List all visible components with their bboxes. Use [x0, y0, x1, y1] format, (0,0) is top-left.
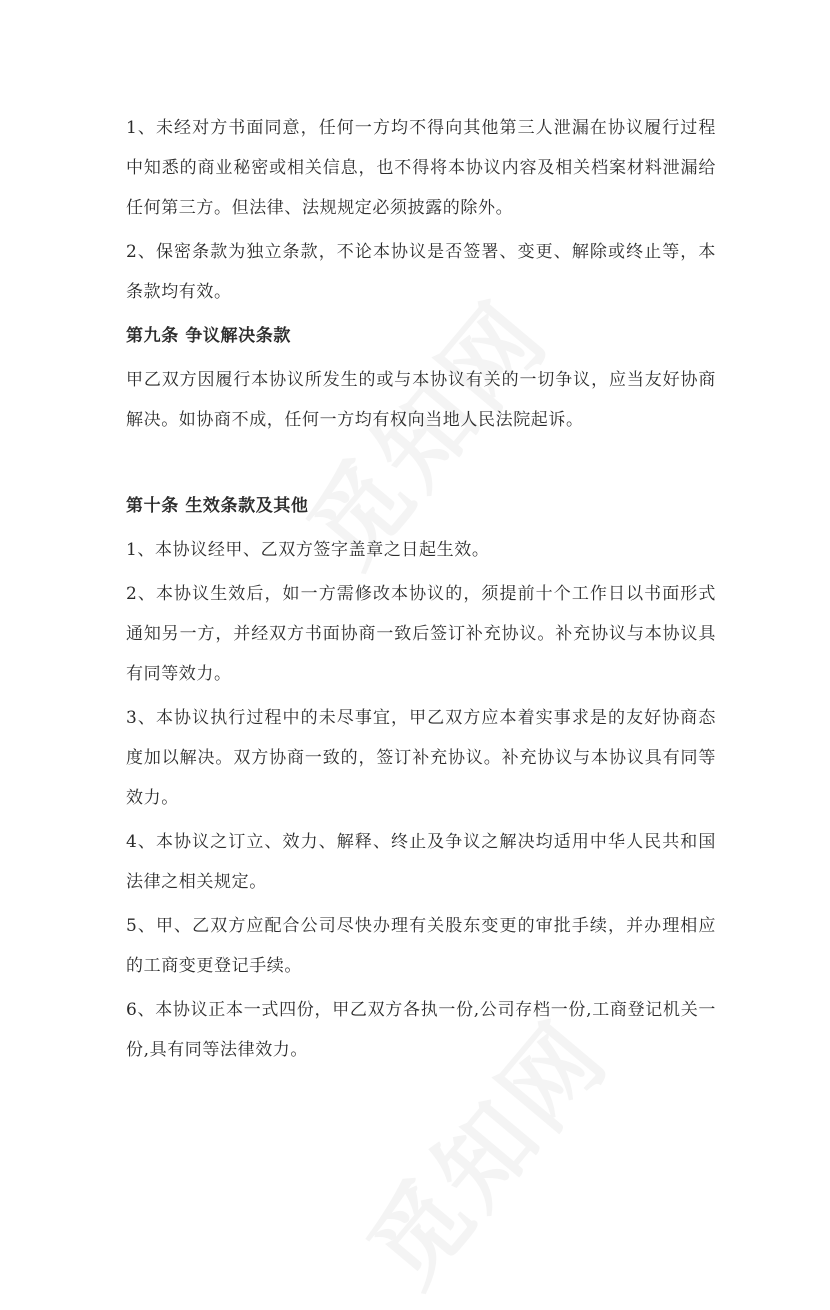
article-10-item-4: 4、本协议之订立、效力、解释、终止及争议之解决均适用中华人民共和国法律之相关规定。 [126, 832, 716, 892]
confidentiality-clause-2: 2、保密条款为独立条款，不论本协议是否签署、变更、解除或终止等，本条款均有效。 [126, 242, 716, 302]
article-10-item-6: 6、本协议正本一式四份，甲乙双方各执一份,公司存档一份,工商登记机关一份,具有同等法律效力。 [126, 1000, 716, 1060]
article-9-body: 甲乙双方因履行本协议所发生的或与本协议有关的一切争议，应当友好协商解决。如协商不成，任何一方均有权向当地人民法院起诉。 [126, 370, 716, 430]
section-spacer [126, 444, 716, 486]
article-9-heading: 第九条 争议解决条款 [126, 326, 291, 346]
article-10-item-3: 3、本协议执行过程中的未尽事宜，甲乙双方应本着实事求是的友好协商态度加以解决。双方协商一致的，签订补充协议。补充协议与本协议具有同等效力。 [126, 708, 716, 808]
article-10-heading: 第十条 生效条款及其他 [126, 496, 309, 516]
document-body [126, 108, 716, 1074]
confidentiality-clause-1: 1、未经对方书面同意，任何一方均不得向其他第三人泄漏在协议履行过程中知悉的商业秘密或相关信息，也不得将本协议内容及相关档案材料泄漏给任何第三方。但法律、法规规定必须披露的除外。 [126, 118, 716, 218]
article-10-item-2: 2、本协议生效后，如一方需修改本协议的，须提前十个工作日以书面形式通知另一方，并经双方书面协商一致后签订补充协议。补充协议与本协议具有同等效力。 [126, 584, 716, 684]
article-10-item-5: 5、甲、乙双方应配合公司尽快办理有关股东变更的审批手续，并办理相应的工商变更登记手续。 [126, 916, 716, 976]
article-10-item-1: 1、本协议经甲、乙双方签字盖章之日起生效。 [126, 540, 490, 560]
